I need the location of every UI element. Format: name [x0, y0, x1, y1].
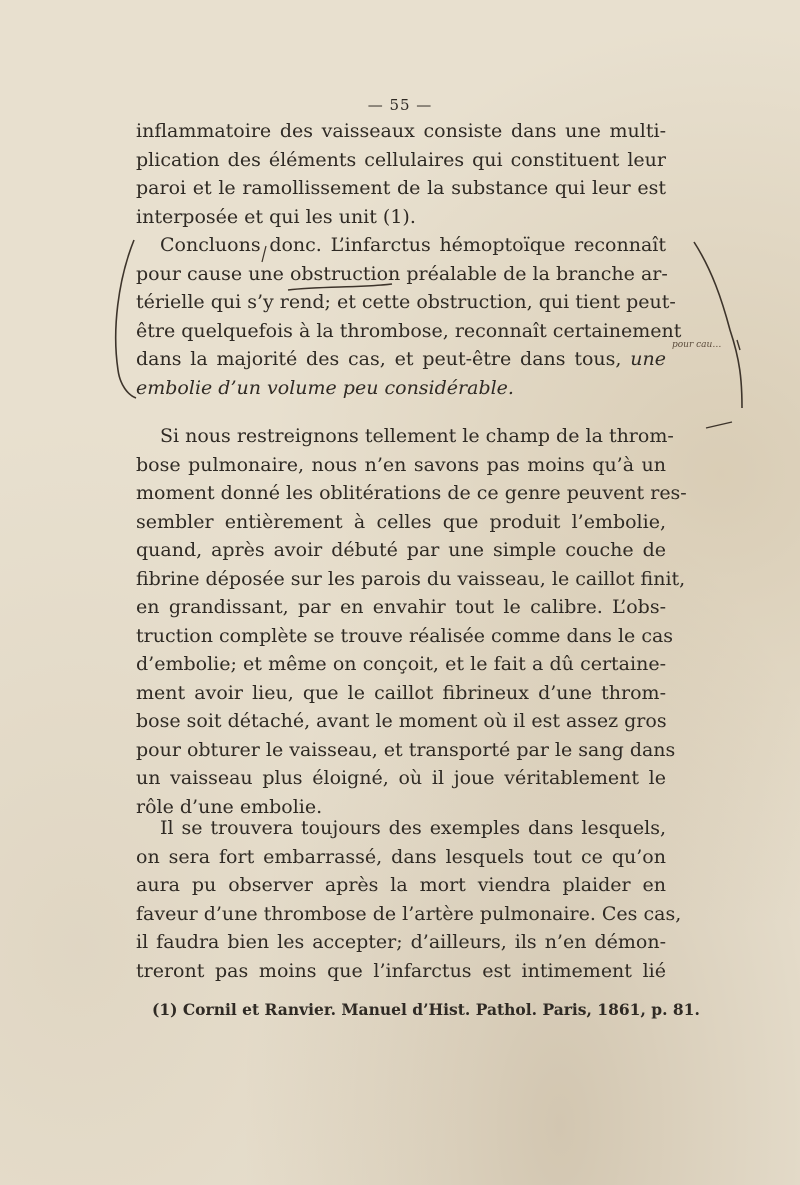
text-line: treront pas moins que l’infarctus est intimement lié — [136, 959, 666, 982]
text-line: d’embolie; et même on conçoit, et le fait a dû certaine- — [136, 653, 666, 675]
text-line: Il se trouvera toujours des exemples dans lesquels, — [160, 817, 666, 839]
paragraph-1 — [136, 117, 666, 231]
text-line — [136, 345, 666, 374]
text-line: on sera fort embarrassé, dans lesquels tout ce qu’on — [136, 845, 666, 868]
text-line: inflammatoire des vaisseaux consiste dans une multi- — [136, 120, 666, 142]
text-line: plication des éléments cellulaires qui constituent leur — [136, 148, 666, 171]
text-line: bose pulmonaire, nous n’en savons pas moins qu’à un — [136, 453, 666, 476]
text-line: pour cause une obstruction préalable de la branche ar- — [136, 262, 668, 285]
footnote: (1) Cornil et Ranvier. Manuel d’Hist. Pathol. Paris, 1861, p. 81. — [152, 1000, 700, 1019]
text-line: paroi et le ramollissement de la substance qui leur est — [136, 177, 666, 199]
text-line: en grandissant, par en envahir tout le calibre. L’obs- — [136, 596, 666, 618]
paragraph-4 — [136, 814, 682, 985]
text-line: Concluons donc. L’infarctus hémoptoïque reconnaît — [160, 234, 666, 256]
paragraph-3 — [136, 422, 687, 821]
text-line: aura pu observer après la mort viendra plaider en — [136, 874, 666, 896]
text-line: sembler entièrement à celles que produit l’embolie, — [136, 510, 666, 533]
text-line: rôle d’une embolie. — [136, 795, 323, 818]
right-bracket-mark — [694, 242, 742, 408]
text-line: interposée et qui les unit (1). — [136, 205, 416, 228]
handwritten-note: pour cau… — [672, 340, 722, 350]
text-line: térielle qui s’y rend; et cette obstruction, qui tient peut- — [136, 291, 676, 313]
caret-mark — [737, 340, 740, 350]
text-line: être quelquefois à la thrombose, reconnaît certainement — [136, 319, 682, 342]
left-bracket-mark — [116, 240, 136, 398]
page-number: — 55 — — [367, 96, 433, 114]
dash-mark — [706, 422, 732, 428]
text-line: ment avoir lieu, que le caillot fibrineux d’une throm- — [136, 681, 666, 704]
text-fragment: dans la majorité des cas, et peut-être dans tous, — [136, 348, 622, 370]
text-line: moment donné les oblitérations de ce genre peuvent res- — [136, 482, 687, 504]
text-line: pour obturer le vaisseau, et transporté par le sang dans — [136, 738, 676, 761]
text-line: quand, après avoir débuté par une simple couche de — [136, 539, 666, 561]
text-line: faveur d’une thrombose de l’artère pulmonaire. Ces cas, — [136, 902, 682, 925]
italic-line: embolie d’un volume peu considérable. — [136, 376, 514, 399]
text-line: fibrine déposée sur les parois du vaisseau, le caillot finit, — [136, 567, 686, 590]
paragraph-2 — [136, 231, 682, 402]
text-line: Si nous restreignons tellement le champ de la throm- — [160, 425, 674, 447]
text-line: il faudra bien les accepter; d’ailleurs, ils n’en démon- — [136, 931, 666, 953]
text-line: un vaisseau plus éloigné, où il joue véritablement le — [136, 767, 666, 789]
text-line: bose soit détaché, avant le moment où il est assez gros — [136, 710, 667, 732]
italic-fragment: une — [630, 348, 666, 370]
text-line: truction complète se trouve réalisée comme dans le cas — [136, 624, 674, 647]
